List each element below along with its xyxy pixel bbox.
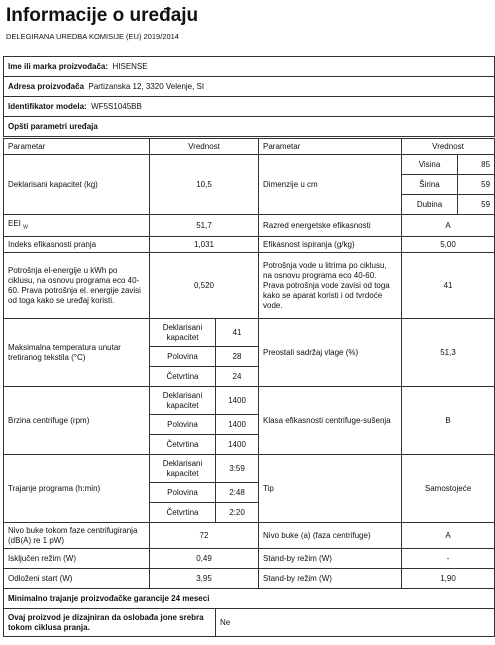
eei-label: EEI $_W$ (4, 215, 150, 237)
energy-consumption-value: 0,520 (150, 253, 259, 319)
rinse-value: 5,00 (402, 237, 495, 253)
duration-rated-value: 3:59 (216, 455, 259, 483)
depth-value: 59 (458, 195, 495, 215)
energy-class-label: Razred energetske efikasnosti (259, 215, 402, 237)
depth-label: Dubina (402, 195, 458, 215)
temp-quarter-label: Četvrtina (150, 367, 216, 387)
off-mode-value: 0,49 (150, 549, 259, 569)
spin-class-label: Klasa efikasnosti centrifuge-sušenja (259, 387, 402, 455)
off-mode-label: Isključen režim (W) (4, 549, 150, 569)
duration-half-value: 2:48 (216, 483, 259, 503)
energy-class-value: A (402, 215, 495, 237)
moisture-label: Preostali sadržaj vlage (%) (259, 319, 402, 387)
width-label: Širina (402, 175, 458, 195)
delay-start-label: Odloženi start (W) (4, 569, 150, 589)
model-label: Identifikator modela: (8, 101, 87, 111)
wash-index-value: 1,031 (150, 237, 259, 253)
page-title: Informacije o uređaju (6, 5, 199, 26)
temp-rated-value: 41 (216, 319, 259, 347)
address-label: Adresa proizvođača (8, 81, 85, 91)
type-label: Tip (259, 455, 402, 523)
temp-half-value: 28 (216, 347, 259, 367)
temp-rated-label: Deklarisani kapacitet (150, 319, 216, 347)
model-value: WF5S1045BB (91, 101, 142, 111)
spin-quarter-value: 1400 (216, 435, 259, 455)
silver-ions-value: Ne (216, 609, 495, 637)
rinse-label: Efikasnost ispiranja (g/kg) (259, 237, 402, 253)
duration-quarter-value: 2:20 (216, 503, 259, 523)
spin-half-value: 1400 (216, 415, 259, 435)
temp-half-label: Polovina (150, 347, 216, 367)
wash-index-label: Indeks efikasnosti pranja (4, 237, 150, 253)
spin-rated-label: Deklarisani kapacitet (150, 387, 216, 415)
height-value: 85 (458, 155, 495, 175)
identity-table (3, 56, 495, 137)
col-header-param: Parametar (4, 139, 150, 155)
general-section-heading: Opšti parametri uređaja (4, 117, 495, 137)
model-row (4, 97, 495, 117)
type-value: Samostojeće (402, 455, 495, 523)
delay-start-value: 3,95 (150, 569, 259, 589)
spin-rated-value: 1400 (216, 387, 259, 415)
eei-subscript: W (23, 224, 28, 231)
address-row (4, 77, 495, 97)
col-header-value-2: Vrednost (402, 139, 495, 155)
manufacturer-value: HISENSE (112, 61, 148, 71)
standby-value: - (402, 549, 495, 569)
energy-consumption-label: Potrošnja el-energije u kWh po ciklusu, na osnovu programa eco 40-60. Prava potrošnja el. energije zavisi od toga kako se uređaj koristi. (4, 253, 150, 319)
standby-2-label: Stand-by režim (W) (259, 569, 402, 589)
duration-half-label: Polovina (150, 483, 216, 503)
dimensions-label: Dimenzije u cm (259, 155, 402, 215)
capacity-value: 10,5 (150, 155, 259, 215)
water-consumption-label: Potrošnja vode u litrima po ciklusu, na osnovu programa eco 40-60. Prava potrošnja vode zavisi od toga kako se aparat koristi i od tvrdoće vode. (259, 253, 402, 319)
height-label: Visina (402, 155, 458, 175)
duration-label: Trajanje programa (h:min) (4, 455, 150, 523)
col-header-param-2: Parametar (259, 139, 402, 155)
noise-label: Nivo buke tokom faze centrifugiranja (dB(A) re 1 pW) (4, 523, 150, 549)
regulation-subtitle: DELEGIRANA UREDBA KOMISIJE (EU) 2019/2014 (6, 32, 179, 41)
eei-value: 51,7 (150, 215, 259, 237)
address-value: Partizanska 12, 3320 Velenje, SI (88, 81, 205, 91)
spin-speed-label: Brzina centrifuge (rpm) (4, 387, 150, 455)
temperature-label: Maksimalna temperatura unutar tretiranog tekstila (°C) (4, 319, 150, 387)
moisture-value: 51,3 (402, 319, 495, 387)
spin-half-label: Polovina (150, 415, 216, 435)
manufacturer-row (4, 57, 495, 77)
spin-class-value: B (402, 387, 495, 455)
noise-value: 72 (150, 523, 259, 549)
temp-quarter-value: 24 (216, 367, 259, 387)
standby-2-value: 1,90 (402, 569, 495, 589)
col-header-value: Vrednost (150, 139, 259, 155)
water-consumption-value: 41 (402, 253, 495, 319)
manufacturer-label: Ime ili marka proizvođača: (8, 61, 109, 71)
standby-label: Stand-by režim (W) (259, 549, 402, 569)
duration-rated-label: Deklarisani kapacitet (150, 455, 216, 483)
parameters-table (3, 138, 495, 637)
capacity-label: Deklarisani kapacitet (kg) (4, 155, 150, 215)
width-value: 59 (458, 175, 495, 195)
spin-quarter-label: Četvrtina (150, 435, 216, 455)
silver-ions-label: Ovaj proizvod je dizajniran da oslobađa jone srebra tokom ciklusa pranja. (4, 609, 216, 637)
noise-class-label: Nivo buke (a) (faza centrifuge) (259, 523, 402, 549)
duration-quarter-label: Četvrtina (150, 503, 216, 523)
noise-class-value: A (402, 523, 495, 549)
warranty-row: Minimalno trajanje proizvođačke garancije 24 meseci (4, 589, 495, 609)
